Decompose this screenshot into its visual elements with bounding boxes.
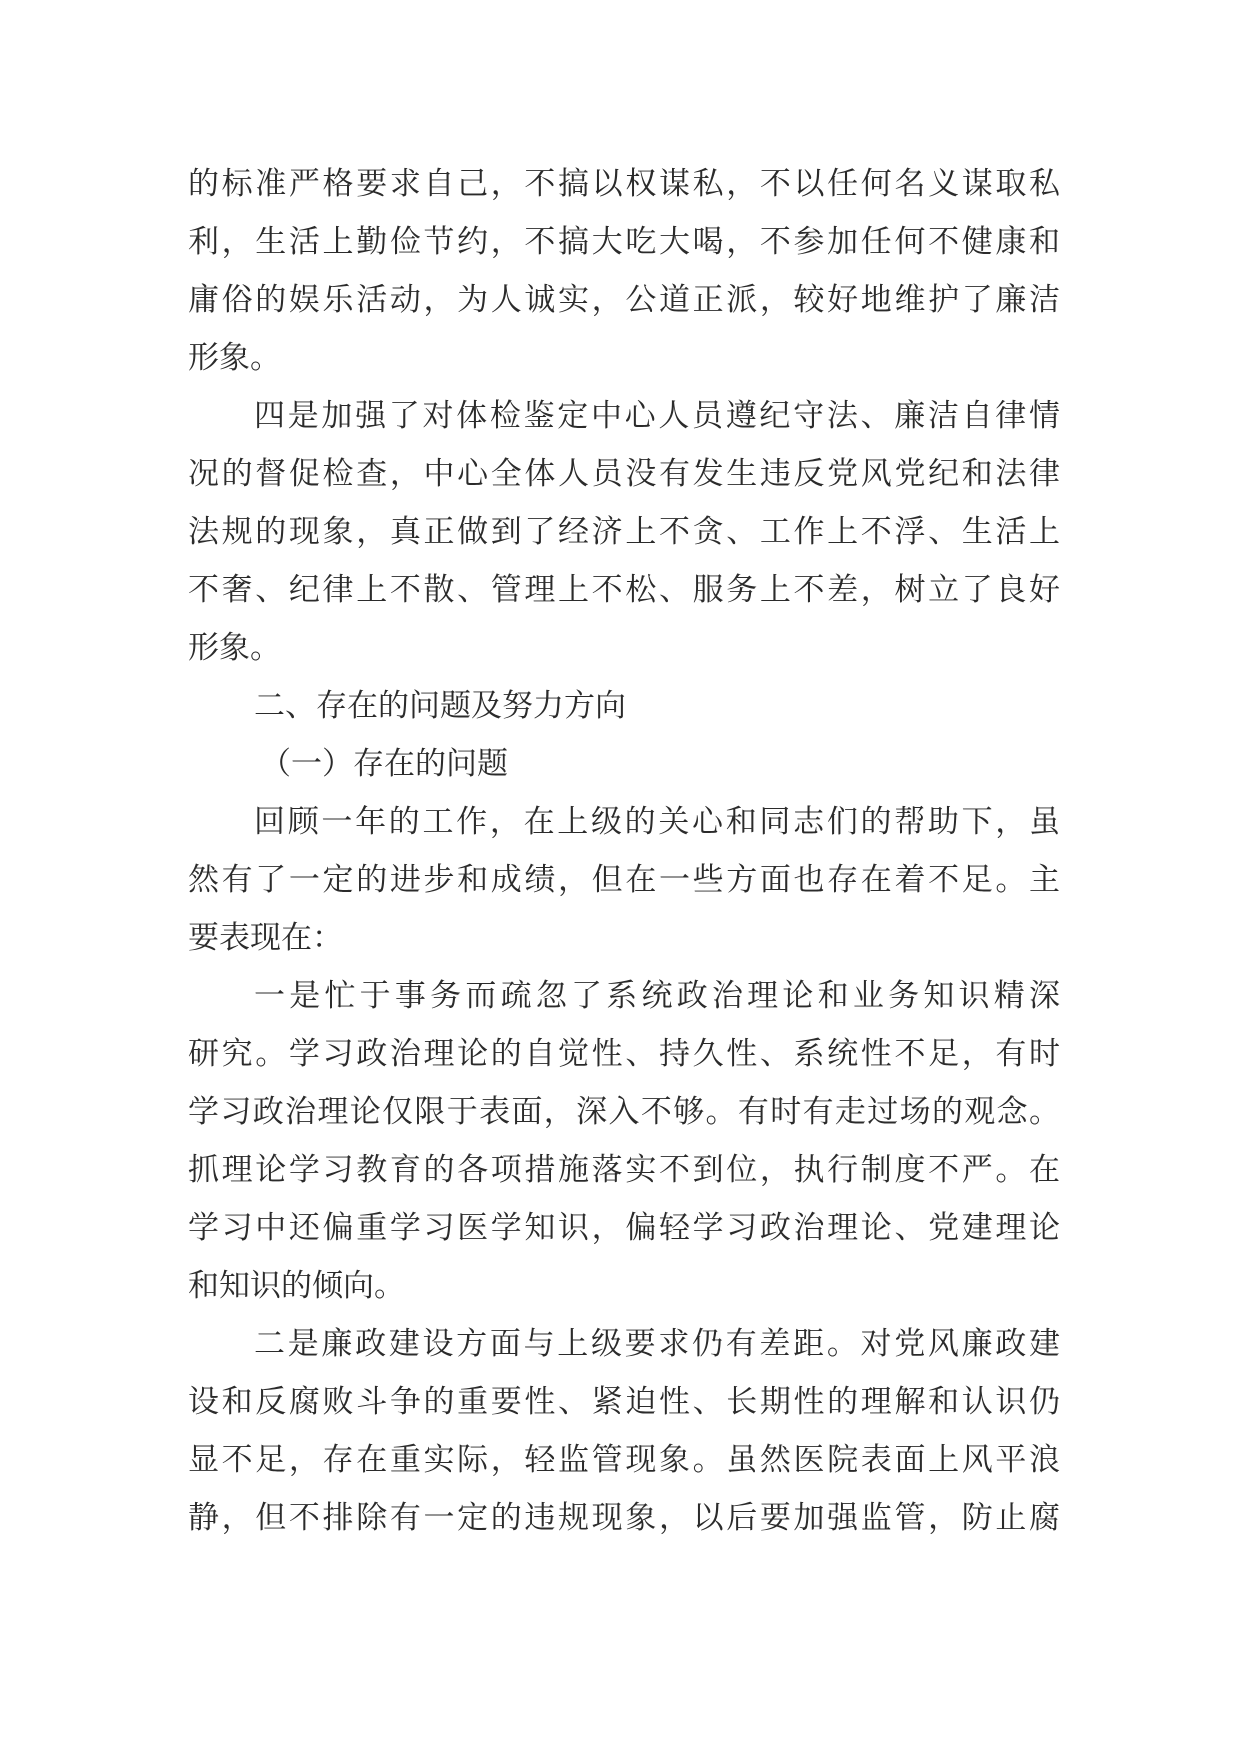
text-line: 抓理论学习教育的各项措施落实不到位，执行制度不严。在 <box>188 1152 1060 1188</box>
text-line: 况的督促检查，中心全体人员没有发生违反党风党纪和法律 <box>188 456 1060 492</box>
text-line: 形象。 <box>188 630 281 666</box>
text-line: 和知识的倾向。 <box>188 1268 405 1304</box>
text-line: 利，生活上勤俭节约，不搞大吃大喝，不参加任何不健康和 <box>188 224 1060 260</box>
section-heading: 二、存在的问题及努力方向 <box>254 688 626 724</box>
text-line: 要表现在： <box>188 920 343 956</box>
text-line: 二是廉政建设方面与上级要求仍有差距。对党风廉政建 <box>254 1326 1060 1362</box>
text-line: 静，但不排除有一定的违规现象，以后要加强监管，防止腐 <box>188 1500 1060 1536</box>
text-line: 学习政治理论仅限于表面，深入不够。有时有走过场的观念。 <box>188 1094 1060 1130</box>
text-line: 的标准严格要求自己，不搞以权谋私，不以任何名义谋取私 <box>188 166 1060 202</box>
text-line: 四是加强了对体检鉴定中心人员遵纪守法、廉洁自律情 <box>254 398 1060 434</box>
text-line: 形象。 <box>188 340 281 376</box>
text-line: 庸俗的娱乐活动，为人诚实，公道正派，较好地维护了廉洁 <box>188 282 1060 318</box>
text-line: 显不足，存在重实际，轻监管现象。虽然医院表面上风平浪 <box>188 1442 1060 1478</box>
text-line: 设和反腐败斗争的重要性、紧迫性、长期性的理解和认识仍 <box>188 1384 1060 1420</box>
text-line: 学习中还偏重学习医学知识，偏轻学习政治理论、党建理论 <box>188 1210 1060 1246</box>
text-line: 法规的现象，真正做到了经济上不贪、工作上不浮、生活上 <box>188 514 1060 550</box>
subsection-heading: （一）存在的问题 <box>260 746 508 782</box>
text-line: 回顾一年的工作，在上级的关心和同志们的帮助下，虽 <box>254 804 1060 840</box>
text-line: 不奢、纪律上不散、管理上不松、服务上不差，树立了良好 <box>188 572 1060 608</box>
text-line: 然有了一定的进步和成绩，但在一些方面也存在着不足。主 <box>188 862 1060 898</box>
text-line: 研究。学习政治理论的自觉性、持久性、系统性不足，有时 <box>188 1036 1060 1072</box>
text-line: 一是忙于事务而疏忽了系统政治理论和业务知识精深 <box>254 978 1060 1014</box>
document-body <box>188 155 1060 1547</box>
